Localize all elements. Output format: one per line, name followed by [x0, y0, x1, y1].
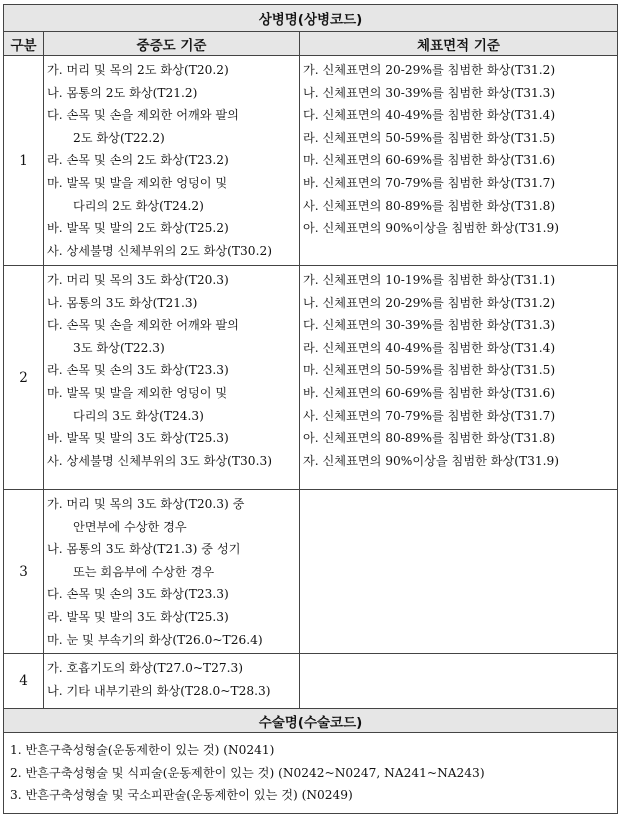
bsa-criteria-list [300, 266, 618, 490]
list-item: 나. 신체표면의 30-39%를 침범한 화상(T31.3) [303, 85, 556, 100]
list-item: 바. 발목 및 발의 2도 화상(T25.2) [47, 221, 229, 236]
list-item: 1. 반흔구축성형술(운동제한이 있는 것) (N0241) [10, 743, 275, 758]
list-item-continuation: 3도 화상(T22.3) [73, 340, 165, 355]
list-item: 다. 신체표면의 30-39%를 침범한 화상(T31.3) [303, 318, 556, 333]
table-row [4, 654, 618, 709]
list-item: 사. 상세불명 신체부위의 2도 화상(T30.2) [47, 243, 272, 258]
list-item: 가. 머리 및 목의 3도 화상(T20.3) [47, 273, 229, 287]
list-item: 마. 발목 및 발을 제외한 엉덩이 및 [47, 385, 228, 400]
bsa-criteria-list [300, 56, 618, 266]
list-item: 사. 신체표면의 70-79%를 침범한 화상(T31.7) [303, 408, 556, 423]
list-item: 바. 신체표면의 70-79%를 침범한 화상(T31.7) [303, 175, 556, 190]
list-item: 바. 신체표면의 60-69%를 침범한 화상(T31.6) [303, 385, 556, 400]
list-item: 다. 손목 및 손을 제외한 어깨와 팔의 [47, 318, 239, 333]
list-item: 아. 신체표면의 80-89%를 침범한 화상(T31.8) [303, 431, 556, 446]
list-item-continuation: 2도 화상(T22.2) [73, 130, 165, 145]
list-item: 나. 몸통의 3도 화상(T21.3) 중 성기 [47, 542, 241, 557]
bsa-criteria-empty [300, 654, 618, 709]
list-item: 라. 손목 및 손의 3도 화상(T23.3) [47, 363, 229, 378]
list-item-continuation: 다리의 3도 화상(T24.3) [73, 408, 204, 423]
column-header-severity: 중증도 기준 [44, 32, 300, 56]
list-item: 나. 기타 내부기관의 화상(T28.0~T28.3) [47, 683, 271, 698]
column-header-bsa: 체표면적 기준 [300, 32, 618, 56]
table-row [4, 56, 618, 266]
list-item-continuation: 또는 회음부에 수상한 경우 [73, 564, 215, 579]
list-item: 가. 신체표면의 10-19%를 침범한 화상(T31.1) [303, 273, 556, 287]
list-item: 다. 손목 및 손의 3도 화상(T23.3) [47, 587, 229, 602]
list-item: 가. 호흡기도의 화상(T27.0~T27.3) [47, 661, 244, 676]
list-item: 마. 신체표면의 60-69%를 침범한 화상(T31.6) [303, 153, 556, 168]
list-item: 나. 신체표면의 20-29%를 침범한 화상(T31.2) [303, 295, 556, 310]
list-item: 사. 신체표면의 80-89%를 침범한 화상(T31.8) [303, 198, 556, 213]
list-item: 마. 신체표면의 50-59%를 침범한 화상(T31.5) [303, 363, 556, 378]
column-header-grade: 구분 [4, 32, 44, 56]
list-item: 가. 머리 및 목의 2도 화상(T20.2) [47, 63, 229, 77]
severity-criteria-list [44, 490, 300, 654]
bsa-criteria-empty [300, 490, 618, 654]
list-item-continuation: 다리의 2도 화상(T24.2) [73, 198, 204, 213]
list-item: 가. 신체표면의 20-29%를 침범한 화상(T31.2) [303, 63, 556, 77]
grade-label: 2 [4, 266, 44, 490]
list-item: 다. 신체표면의 40-49%를 침범한 화상(T31.4) [303, 108, 556, 123]
table-row [4, 490, 618, 654]
list-item: 다. 손목 및 손을 제외한 어깨와 팔의 [47, 108, 239, 123]
grade-label: 3 [4, 490, 44, 654]
list-item: 나. 몸통의 3도 화상(T21.3) [47, 295, 198, 310]
list-item: 라. 손목 및 손의 2도 화상(T23.2) [47, 153, 229, 168]
list-item: 나. 몸통의 2도 화상(T21.2) [47, 85, 198, 100]
list-item: 사. 상세불명 신체부위의 3도 화상(T30.3) [47, 453, 272, 468]
list-item-continuation: 안면부에 수상한 경우 [73, 519, 187, 534]
list-item: 자. 신체표면의 90%이상을 침범한 화상(T31.9) [303, 453, 560, 468]
list-item: 2. 반흔구축성형술 및 식피술(운동제한이 있는 것) (N0242~N0247, NA241~NA243) [10, 765, 485, 780]
grade-label: 1 [4, 56, 44, 266]
grade-label: 4 [4, 654, 44, 709]
severity-criteria-list [44, 654, 300, 709]
list-item: 아. 신체표면의 90%이상을 침범한 화상(T31.9) [303, 221, 560, 236]
list-item: 라. 신체표면의 40-49%를 침범한 화상(T31.4) [303, 340, 556, 355]
list-item: 라. 신체표면의 50-59%를 침범한 화상(T31.5) [303, 130, 556, 145]
table-row [4, 266, 618, 490]
surgery-name-title: 수술명(수술코드) [4, 709, 618, 733]
surgery-list [4, 733, 618, 814]
disease-name-title: 상병명(상병코드) [4, 5, 618, 32]
severity-criteria-list [44, 266, 300, 490]
list-item: 마. 눈 및 부속기의 화상(T26.0~T26.4) [47, 632, 263, 647]
list-item: 가. 머리 및 목의 3도 화상(T20.3) 중 [47, 497, 245, 511]
list-item: 3. 반흔구축성형술 및 국소피판술(운동제한이 있는 것) (N0249) [10, 788, 353, 803]
list-item: 마. 발목 및 발을 제외한 엉덩이 및 [47, 175, 228, 190]
list-item: 라. 발목 및 발의 3도 화상(T25.3) [47, 609, 229, 624]
list-item: 바. 발목 및 발의 3도 화상(T25.3) [47, 431, 229, 446]
burn-criteria-table [3, 4, 618, 814]
severity-criteria-list [44, 56, 300, 266]
